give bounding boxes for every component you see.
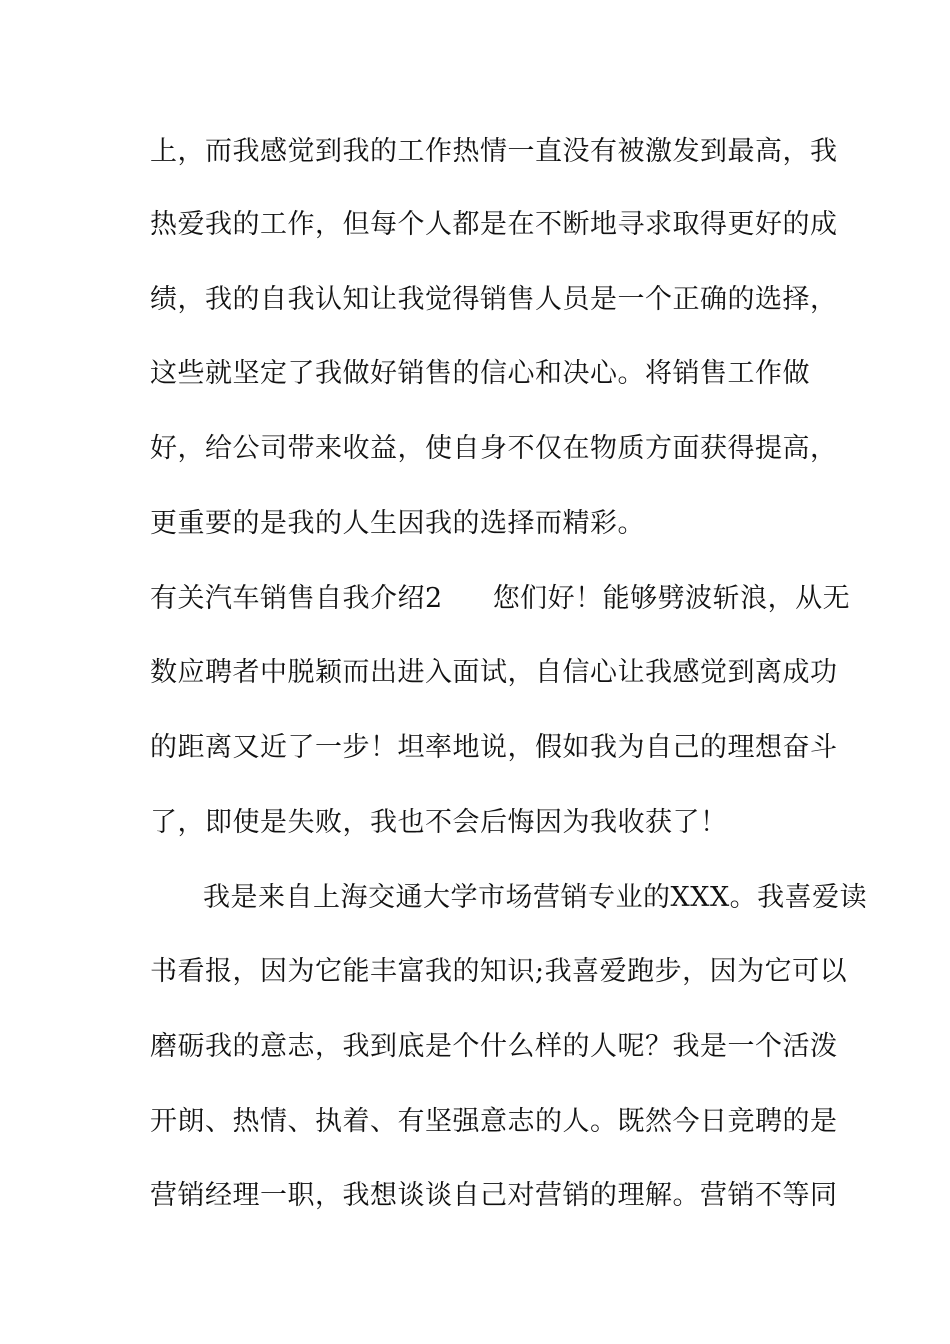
text-line: 上，而我感觉到我的工作热情一直没有被激发到最高，我 [150, 136, 838, 167]
text-line: 数应聘者中脱颖而出进入面试，自信心让我感觉到离成功 [150, 657, 838, 688]
text-line: 书看报，因为它能丰富我的知识;我喜爱跑步，因为它可以 [150, 956, 848, 987]
text-line: 好，给公司带来收益，使自身不仅在物质方面获得提高， [150, 433, 838, 464]
section-heading: 有关汽车销售自我介绍2 [150, 583, 443, 614]
text-line: 这些就坚定了我做好销售的信心和决心。将销售工作做 [150, 358, 810, 389]
section-heading-line [150, 581, 850, 617]
text-line: 开朗、热情、执着、有坚强意志的人。既然今日竞聘的是 [150, 1106, 838, 1137]
text-line: 了，即使是失败，我也不会后悔因为我收获了！ [150, 807, 728, 838]
heading-continuation: 您们好！能够劈波斩浪，从无 [492, 583, 851, 614]
text-line: 的距离又近了一步！坦率地说，假如我为自己的理想奋斗 [150, 732, 838, 763]
paragraph-first-line: 我是来自上海交通大学市场营销专业的XXX。我喜爱读 [203, 882, 868, 913]
text-line: 绩，我的自我认知让我觉得销售人员是一个正确的选择， [150, 284, 838, 315]
text-line: 更重要的是我的人生因我的选择而精彩。 [150, 508, 645, 539]
text-line: 热爱我的工作，但每个人都是在不断地寻求取得更好的成 [150, 209, 838, 240]
text-line: 营销经理一职，我想谈谈自己对营销的理解。营销不等同 [150, 1180, 838, 1211]
text-line: 磨砺我的意志，我到底是个什么样的人呢？我是一个活泼 [150, 1031, 838, 1062]
